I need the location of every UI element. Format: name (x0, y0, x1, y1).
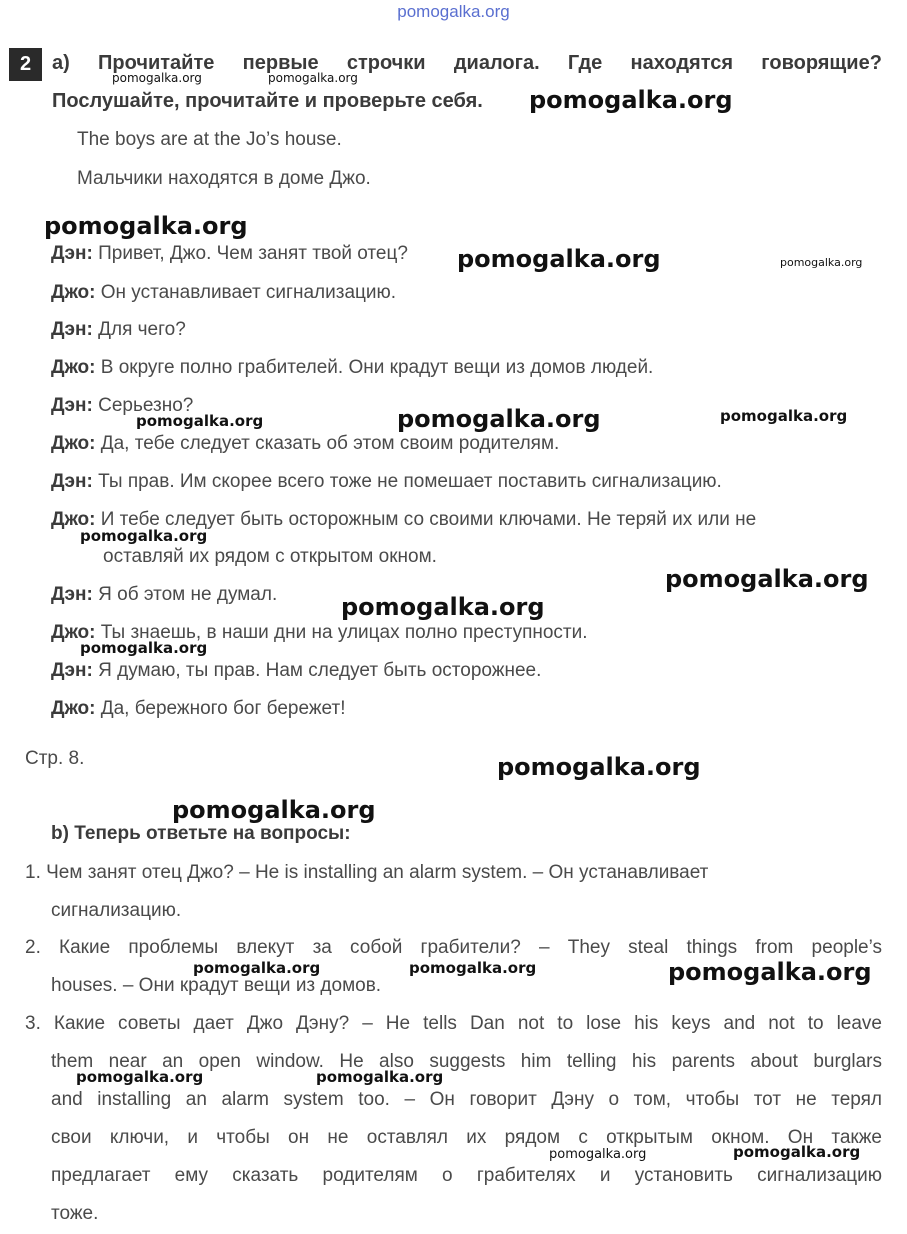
dialogue-text: Серьезно? (98, 395, 194, 416)
speaker: Дэн: (51, 319, 93, 340)
dialogue-text: Да, тебе следует сказать об этом своим родителям. (100, 433, 560, 454)
dialogue-line (51, 584, 277, 606)
task-a-word: строчки (346, 52, 426, 74)
speaker: Джо: (51, 282, 96, 303)
dialogue-line (51, 698, 345, 720)
dialogue-line (51, 243, 408, 265)
dialogue-line (51, 282, 396, 304)
dialogue-text: В округе полно грабителей. Они крадут вещи из домов людей. (100, 357, 654, 378)
dialogue-line (51, 319, 186, 341)
watermark: pomogalka.org (44, 212, 248, 240)
dialogue-text: И тебе следует быть осторожным со своими ключами. Не теряй их или не (100, 509, 757, 530)
question-line: тоже. (51, 1203, 99, 1224)
watermark: pomogalka.org (193, 959, 321, 977)
watermark: pomogalka.org (341, 593, 545, 621)
watermark: pomogalka.org (457, 245, 661, 273)
watermark: pomogalka.org (76, 1068, 204, 1086)
task-a-word: Прочитайте (98, 52, 215, 74)
watermark: pomogalka.org (780, 256, 863, 269)
dialogue-text: Он устанавливает сигнализацию. (100, 282, 397, 303)
question-line: 1. Чем занят отец Джо? – He is installing an alarm system. – Он устанавливает (25, 862, 709, 883)
task-a-word: a) (52, 52, 70, 74)
dialogue-text: Привет, Джо. Чем занят твой отец? (98, 243, 408, 264)
dialogue-line (51, 433, 559, 455)
speaker: Дэн: (51, 395, 93, 416)
watermark: pomogalka.org (720, 407, 848, 425)
watermark: pomogalka.org (316, 1068, 444, 1086)
answer-en: The boys are at the Jo’s house. (77, 129, 342, 150)
task-a-word: Где (567, 52, 603, 74)
watermark: pomogalka.org (549, 1147, 647, 1162)
dialogue-line (51, 471, 722, 493)
page-reference: Стр. 8. (25, 748, 85, 769)
question-line: them near an open window. He also suggests him telling his parents about burglars (51, 1051, 882, 1072)
task-a-line2: Послушайте, прочитайте и проверьте себя. (52, 90, 483, 112)
dialogue-text: Ты знаешь, в наши дни на улицах полно преступности. (100, 622, 588, 643)
exercise-number-badge: 2 (9, 48, 42, 81)
watermark: pomogalka.org (497, 753, 701, 781)
speaker: Дэн: (51, 471, 93, 492)
watermark: pomogalka.org (668, 958, 872, 986)
dialogue-text: Для чего? (98, 319, 186, 340)
speaker: Дэн: (51, 660, 93, 681)
task-a-word: говорящие? (761, 52, 882, 74)
question-line: 2. Какие проблемы влекут за собой грабители? – They steal things from people’s (25, 937, 882, 958)
dialogue-continuation: оставляй их рядом с открытом окном. (103, 546, 437, 567)
dialogue-text: Я думаю, ты прав. Нам следует быть осторожнее. (98, 660, 542, 681)
dialogue-text: Да, бережного бог бережет! (100, 698, 346, 719)
speaker: Дэн: (51, 243, 93, 264)
watermark: pomogalka.org (136, 412, 264, 430)
site-header: pomogalka.org (397, 2, 510, 21)
watermark: pomogalka.org (112, 71, 202, 85)
watermark: pomogalka.org (80, 527, 208, 545)
dialogue-line (51, 357, 653, 379)
speaker: Джо: (51, 622, 96, 643)
question-line: свои ключи, и чтобы он не оставлял их рядом с открытым окном. Он также (51, 1127, 882, 1148)
dialogue-line (51, 660, 541, 682)
watermark: pomogalka.org (397, 405, 601, 433)
dialogue-text: Ты прав. Им скорее всего тоже не помешает поставить сигнализацию. (98, 471, 722, 492)
watermark: pomogalka.org (268, 71, 358, 85)
question-line: and installing an alarm system too. – Он говорит Дэну о том, чтобы тот не терял (51, 1089, 882, 1110)
watermark: pomogalka.org (409, 959, 537, 977)
task-a-word: диалога. (453, 52, 540, 74)
question-line: сигнализацию. (51, 900, 182, 921)
task-a-word: первые (242, 52, 319, 74)
watermark: pomogalka.org (172, 796, 376, 824)
watermark: pomogalka.org (665, 565, 869, 593)
answer-ru: Мальчики находятся в доме Джо. (77, 168, 371, 189)
task-a-word: находятся (630, 52, 734, 74)
question-line: houses. – Они крадут вещи из домов. (51, 975, 382, 996)
speaker: Джо: (51, 698, 96, 719)
watermark: pomogalka.org (80, 639, 208, 657)
speaker: Джо: (51, 433, 96, 454)
dialogue-text: Я об этом не думал. (98, 584, 278, 605)
question-line: предлагает ему сказать родителям о грабителях и установить сигнализацию (51, 1165, 882, 1186)
task-b-heading: b) Теперь ответьте на вопросы: (51, 823, 351, 844)
speaker: Дэн: (51, 584, 93, 605)
question-line: 3. Какие советы дает Джо Дэну? – He tells Dan not to lose his keys and not to leave (25, 1013, 882, 1034)
speaker: Джо: (51, 357, 96, 378)
watermark: pomogalka.org (529, 86, 733, 114)
watermark: pomogalka.org (733, 1143, 861, 1161)
speaker: Джо: (51, 509, 96, 530)
